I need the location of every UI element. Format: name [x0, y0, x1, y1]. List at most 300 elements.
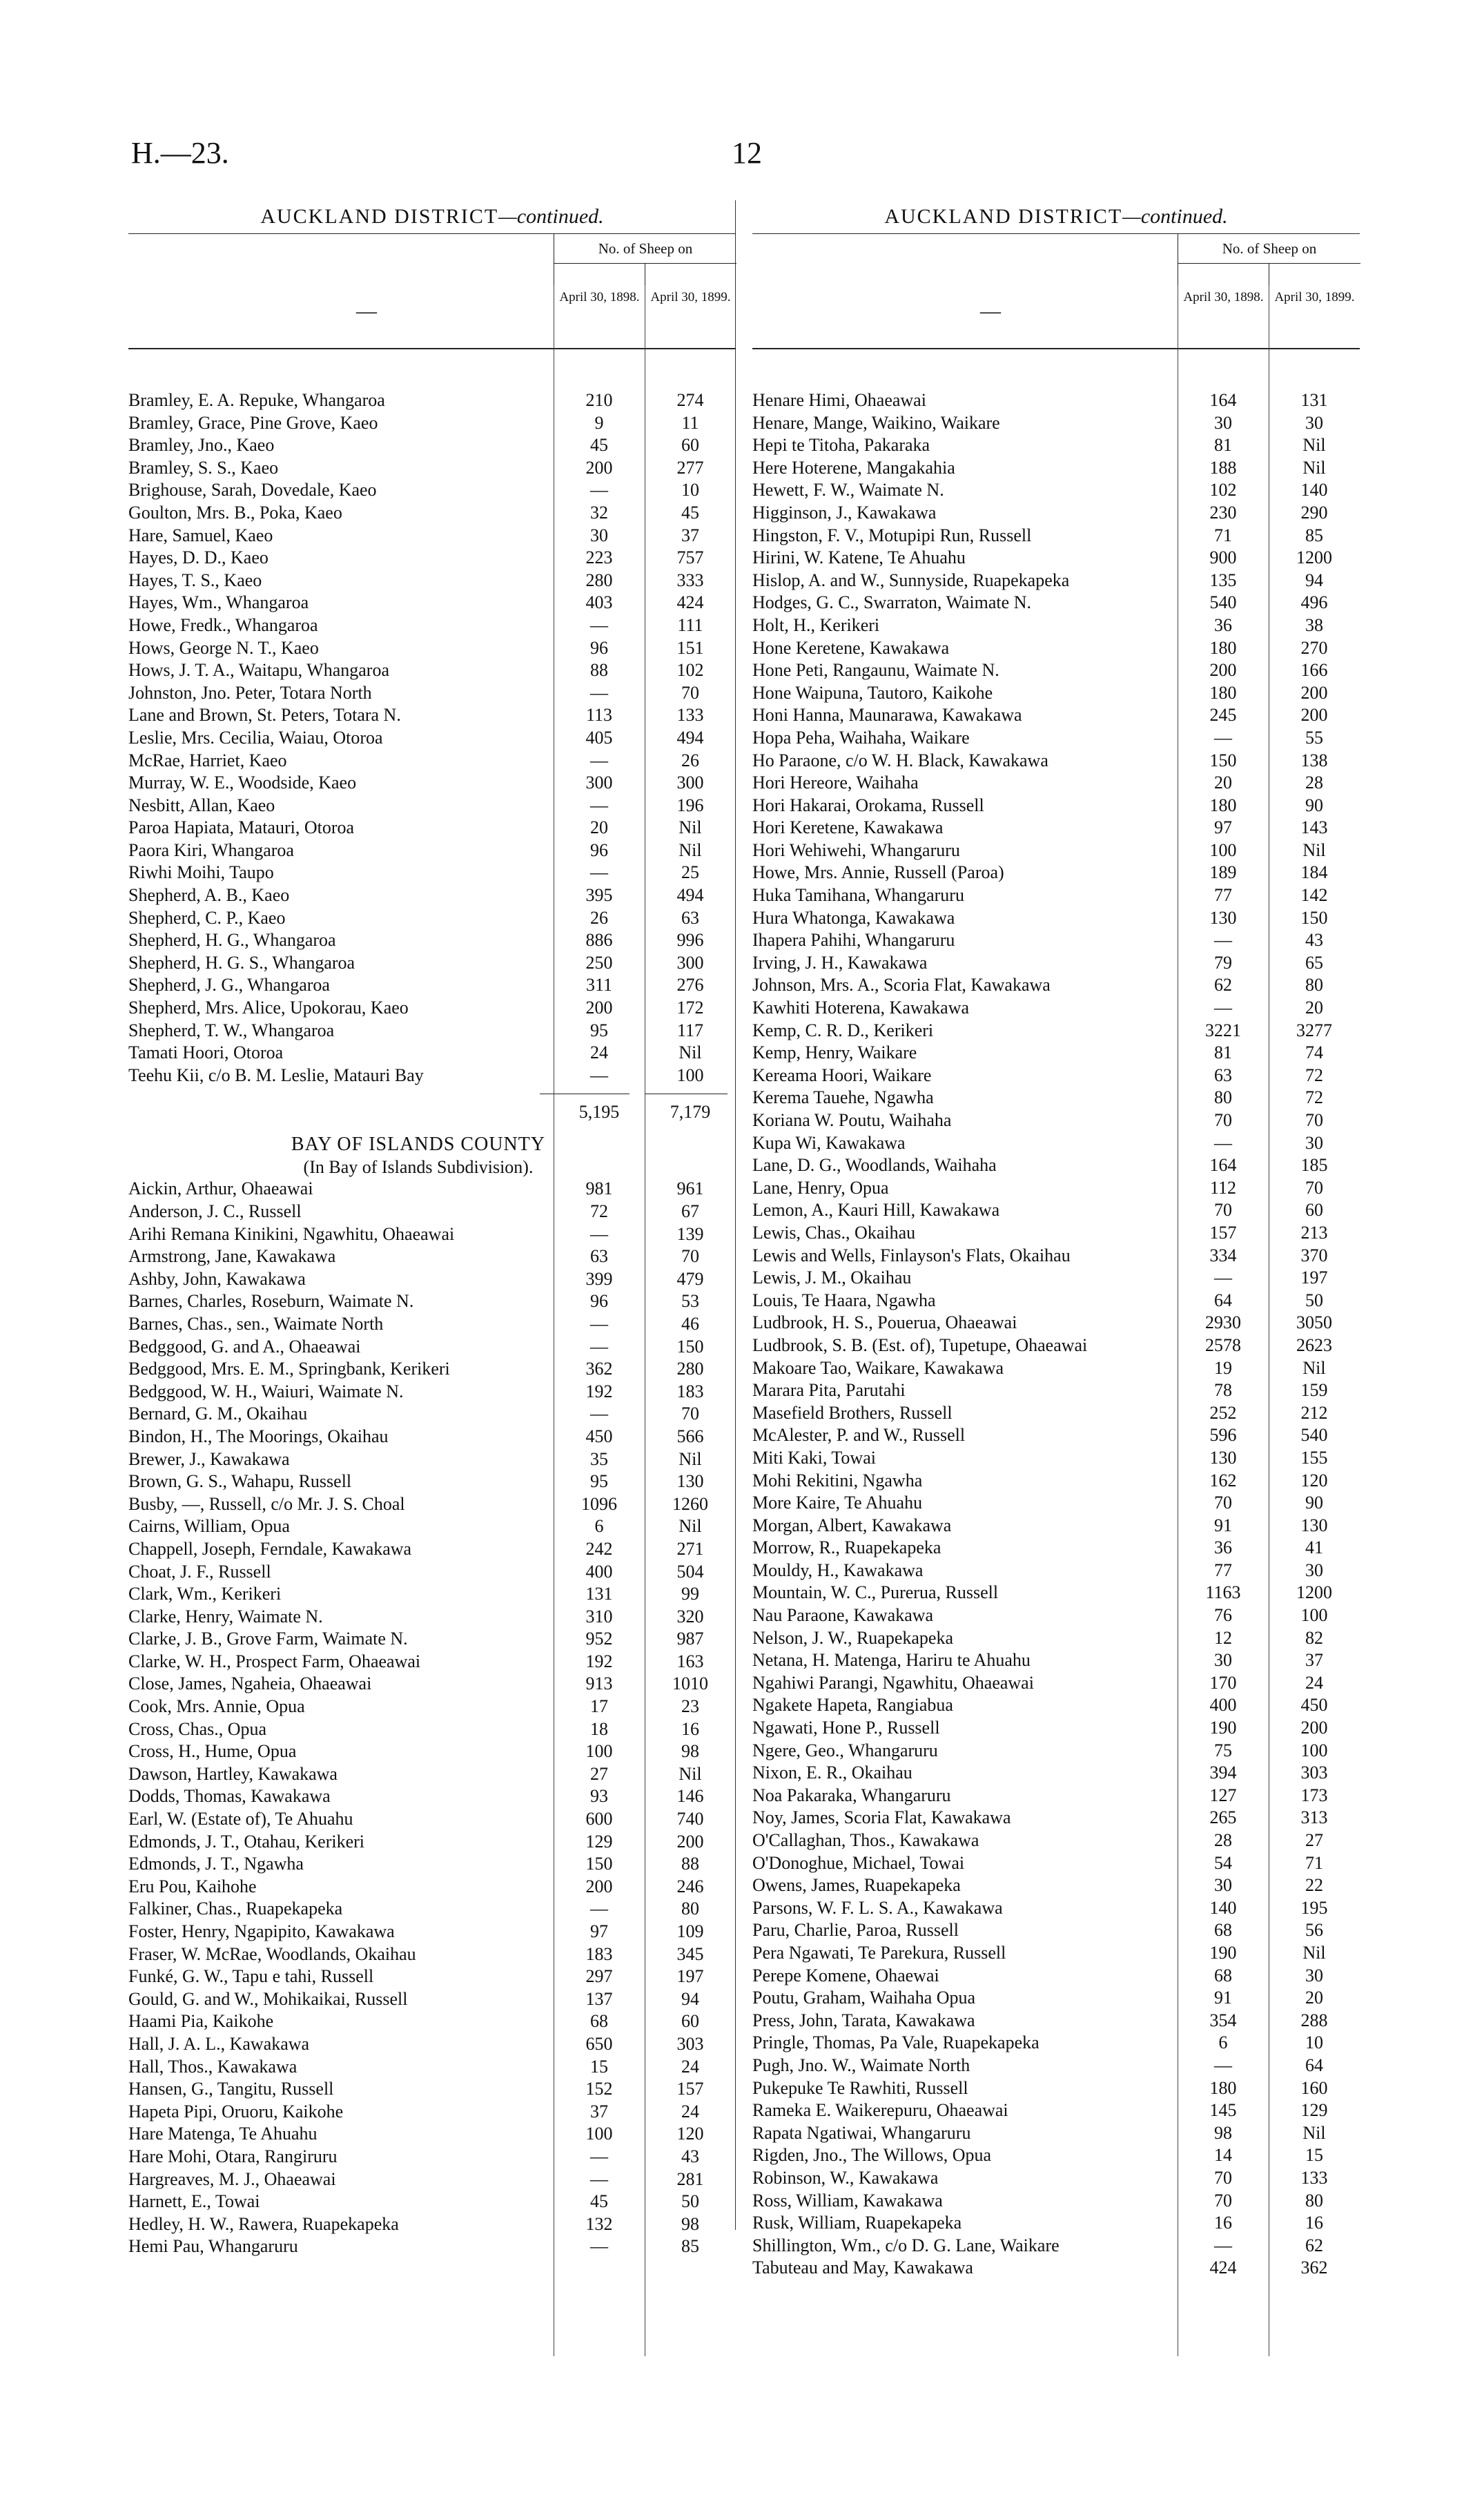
sheep-1899: 213: [1300, 1222, 1328, 1243]
sheep-1898: —: [590, 795, 608, 815]
sheep-1898: 93: [590, 1786, 608, 1807]
sheep-1899: 271: [676, 1538, 704, 1559]
owner-name: Edmonds, J. T., Ngawha: [128, 1854, 304, 1874]
sheep-1898: 200: [585, 457, 613, 478]
sheep-1899: 50: [681, 2191, 699, 2212]
owner-name: Bramley, Grace, Pine Grove, Kaeo: [128, 412, 378, 433]
sheep-1898: —: [590, 750, 608, 770]
table-row: [128, 1381, 736, 1404]
owner-name: Lewis, J. M., Okaihau: [752, 1268, 912, 1288]
sheep-1899: 56: [1305, 1920, 1323, 1941]
sheep-1898: —: [590, 2168, 608, 2189]
sheep-1898: 400: [585, 1561, 613, 1582]
table-row: [752, 592, 1360, 614]
sheep-1899: 159: [1300, 1380, 1328, 1401]
owner-name: Ho Paraone, c/o W. H. Black, Kawakawa: [752, 750, 1048, 770]
owner-name: Rameka E. Waikerepuru, Ohaeawai: [752, 2100, 1008, 2121]
total-1898: 5,195: [578, 1102, 620, 1123]
sheep-1899: 88: [681, 1854, 699, 1874]
table-row: [752, 997, 1360, 1020]
table-row: [128, 704, 736, 727]
owner-name: Kawhiti Hoterena, Kawakawa: [752, 998, 970, 1018]
owner-name: Here Hoterene, Mangakahia: [752, 457, 955, 478]
table-row: [128, 1470, 736, 1493]
sheep-1899: 197: [676, 1966, 704, 1987]
table-row: [128, 547, 736, 570]
sheep-1898: 180: [1209, 682, 1237, 703]
owner-name: Eru Pou, Kaihohe: [128, 1876, 257, 1896]
sheep-1898: 100: [585, 2124, 613, 2144]
sheep-1898: 75: [1214, 1740, 1232, 1760]
owner-name: Bedggood, W. H., Waiuri, Waimate N.: [128, 1381, 404, 1401]
sheep-1899: 133: [676, 705, 704, 726]
sheep-1898: 540: [1209, 592, 1237, 613]
sheep-1898: 70: [1214, 1110, 1232, 1130]
table-row: [128, 1426, 736, 1448]
owner-name: Hargreaves, M. J., Ohaeawai: [128, 2168, 336, 2189]
owner-name: Miti Kaki, Towai: [752, 1447, 876, 1468]
table-row: [752, 1177, 1360, 1200]
sheep-1898: 95: [590, 1020, 608, 1040]
table-row: [128, 502, 736, 525]
owner-name: Hone Waipuna, Tautoro, Kaikohe: [752, 682, 993, 703]
sheep-1898: —: [590, 1336, 608, 1357]
sheep-1898: 131: [585, 1584, 613, 1604]
owner-name: Shepherd, Mrs. Alice, Upokorau, Kaeo: [128, 998, 409, 1018]
sheep-1899: 94: [681, 1988, 699, 2009]
sheep-1899: 37: [1305, 1650, 1323, 1671]
sheep-1898: 63: [1214, 1065, 1232, 1085]
left-district-title: [128, 200, 736, 233]
owner-name: Hori Hakarai, Orokama, Russell: [752, 795, 984, 815]
sheep-1898: 68: [1214, 1920, 1232, 1941]
sheep-1899: 566: [676, 1426, 704, 1446]
owner-name: Falkiner, Chas., Ruapekapeka: [128, 1899, 343, 1919]
owner-name: Hori Keretene, Kawakawa: [752, 817, 944, 838]
sheep-1898: 36: [1214, 1537, 1232, 1558]
owner-name: Nelson, J. W., Ruapekapeka: [752, 1627, 954, 1648]
sheep-1899: 172: [676, 998, 704, 1018]
right-title-suffix: —continued.: [1122, 205, 1228, 228]
right-header-col2: April 30, 1899.: [1269, 263, 1360, 348]
table-row: [128, 2213, 736, 2236]
sheep-1899: Nil: [1302, 1942, 1326, 1963]
table-row: [752, 1424, 1360, 1447]
owner-name: Hows, George N. T., Kaeo: [128, 637, 319, 658]
table-row: [128, 772, 736, 795]
table-row: [128, 1042, 736, 1065]
table-row: [128, 1628, 736, 1651]
sheep-1899: 85: [681, 2236, 699, 2257]
owner-name: Parsons, W. F. L. S. A., Kawakawa: [752, 1897, 1003, 1918]
sheep-1899: Nil: [678, 817, 702, 838]
table-row: [752, 772, 1360, 795]
sheep-1898: 252: [1209, 1402, 1237, 1423]
owner-name: Hedley, H. W., Rawera, Ruapekapeka: [128, 2213, 399, 2234]
sheep-1898: 63: [590, 1246, 608, 1267]
table-row: [128, 2078, 736, 2101]
left-header-col1: April 30, 1898.: [554, 263, 645, 348]
table-row: [752, 1379, 1360, 1402]
sheep-1899: 45: [681, 502, 699, 523]
sheep-1898: 981: [585, 1178, 613, 1199]
table-row: [128, 434, 736, 457]
sheep-1898: 18: [590, 1718, 608, 1739]
owner-name: Morgan, Albert, Kawakawa: [752, 1515, 952, 1535]
table-row: [128, 727, 736, 750]
sheep-1898: 2578: [1205, 1334, 1241, 1355]
table-row: [752, 2077, 1360, 2100]
sheep-1899: 961: [676, 1178, 704, 1199]
left-rows-b: [128, 1178, 736, 2258]
sheep-1898: 80: [1214, 1087, 1232, 1108]
table-row: [752, 974, 1360, 997]
table-row: [128, 1201, 736, 1223]
sheep-1899: 60: [1305, 1200, 1323, 1221]
owner-name: Hura Whatonga, Kawakawa: [752, 907, 955, 928]
sheep-1899: 27: [1305, 1830, 1323, 1850]
owner-name: Hansen, G., Tangitu, Russell: [128, 2079, 334, 2099]
sheep-1898: 132: [585, 2213, 613, 2234]
left-rows-a: [128, 349, 736, 1087]
sheep-1898: 450: [585, 1426, 613, 1446]
sheep-1899: 133: [1300, 2167, 1328, 2188]
right-header-group: No. of Sheep on: [1178, 234, 1360, 264]
owner-name: Shepherd, C. P., Kaeo: [128, 907, 286, 928]
table-row: [752, 1042, 1360, 1065]
owner-name: Paru, Charlie, Paroa, Russell: [752, 1920, 959, 1941]
sheep-1899: 1200: [1296, 547, 1332, 568]
owner-name: Robinson, W., Kawakawa: [752, 2167, 939, 2188]
table-row: [128, 1583, 736, 1606]
table-row: [128, 1245, 736, 1268]
sheep-1899: 63: [681, 907, 699, 928]
left-header-dash: —: [356, 300, 377, 322]
sheep-1899: 320: [676, 1606, 704, 1627]
table-row: [128, 2191, 736, 2213]
sheep-1899: 185: [1300, 1155, 1328, 1176]
sheep-1898: 14: [1214, 2145, 1232, 2166]
sheep-1899: 60: [681, 435, 699, 456]
table-row: [752, 2212, 1360, 2235]
sheep-1898: 3221: [1205, 1020, 1241, 1040]
table-row: [752, 1942, 1360, 1965]
table-row: [752, 547, 1360, 570]
owner-name: Hemi Pau, Whangaruru: [128, 2236, 298, 2257]
sheep-1898: 95: [590, 1471, 608, 1492]
sheep-1899: 20: [1305, 1988, 1323, 2008]
sheep-1898: 32: [590, 502, 608, 523]
left-header-group: No. of Sheep on: [554, 234, 736, 264]
table-row: [752, 952, 1360, 975]
sheep-1898: 15: [590, 2056, 608, 2077]
table-row: [752, 1020, 1360, 1042]
table-row: [128, 929, 736, 952]
owner-name: O'Callaghan, Thos., Kawakawa: [752, 1830, 979, 1850]
sheep-1899: 200: [1300, 1718, 1328, 1738]
sheep-1899: 290: [1300, 502, 1328, 523]
sheep-1899: 140: [1300, 480, 1328, 501]
owner-name: Clarke, J. B., Grove Farm, Waimate N.: [128, 1629, 408, 1649]
owner-name: Arihi Remana Kinikini, Ngawhitu, Ohaeawai: [128, 1223, 455, 1244]
sheep-1898: 334: [1209, 1245, 1237, 1265]
table-row: [128, 1673, 736, 1696]
sheep-1898: 70: [1214, 2167, 1232, 2188]
sheep-1898: —: [590, 480, 608, 501]
sheep-1899: Nil: [1302, 457, 1326, 478]
owner-name: Pringle, Thomas, Pa Vale, Ruapekapeka: [752, 2032, 1039, 2053]
owner-name: Fraser, W. McRae, Woodlands, Okaihau: [128, 1943, 416, 1964]
sheep-1899: 303: [676, 2033, 704, 2054]
sheep-1898: 81: [1214, 1042, 1232, 1063]
sheep-1899: 10: [681, 480, 699, 501]
table-row: [128, 2168, 736, 2191]
sheep-1898: 180: [1209, 795, 1237, 815]
table-row: [128, 1718, 736, 1741]
table-row: [128, 1020, 736, 1042]
sheep-1898: 1163: [1205, 1582, 1241, 1603]
sheep-1898: 223: [585, 547, 613, 568]
owner-name: Paora Kiri, Whangaroa: [128, 839, 294, 860]
table-row: [752, 750, 1360, 773]
table-row: [128, 1988, 736, 2011]
sheep-1899: 90: [1305, 1493, 1323, 1513]
table-row: [752, 457, 1360, 480]
sheep-1898: 596: [1209, 1425, 1237, 1446]
sheep-1899: 196: [676, 795, 704, 815]
sheep-1899: 80: [1305, 975, 1323, 996]
sheep-1898: —: [1214, 1132, 1232, 1153]
sheep-1899: 504: [676, 1561, 704, 1582]
table-row: [752, 1987, 1360, 2010]
sheep-1899: 333: [676, 570, 704, 590]
owner-name: Cook, Mrs. Annie, Opua: [128, 1696, 305, 1717]
left-title-text: AUCKLAND DISTRICT: [260, 205, 499, 228]
owner-name: Pugh, Jno. W., Waimate North: [752, 2055, 970, 2075]
sheep-1899: 70: [1305, 1110, 1323, 1130]
sheep-1899: 494: [676, 727, 704, 748]
table-row: [128, 659, 736, 682]
sheep-1899: 130: [676, 1471, 704, 1492]
table-row: [752, 907, 1360, 930]
table-row: [752, 1222, 1360, 1245]
table-row: [128, 1065, 736, 1087]
owner-name: Choat, J. F., Russell: [128, 1561, 271, 1582]
owner-name: Hare Matenga, Te Ahuahu: [128, 2124, 318, 2144]
owner-name: Goulton, Mrs. B., Poka, Kaeo: [128, 502, 342, 523]
sheep-1899: 55: [1305, 727, 1323, 748]
sheep-1898: 20: [1214, 773, 1232, 793]
table-row: [752, 1897, 1360, 1920]
table-row: [752, 1199, 1360, 1222]
sheep-1899: 150: [1300, 907, 1328, 928]
owner-name: Funké, G. W., Tapu e tahi, Russell: [128, 1966, 374, 1987]
table-row: [752, 1649, 1360, 1672]
sheep-1899: 740: [676, 1809, 704, 1829]
sheep-1898: 403: [585, 592, 613, 613]
sheep-1898: 190: [1209, 1718, 1237, 1738]
owner-name: Clarke, W. H., Prospect Farm, Ohaeawai: [128, 1651, 421, 1671]
owner-name: McAlester, P. and W., Russell: [752, 1425, 966, 1446]
page-number: 12: [732, 136, 762, 170]
sheep-1898: 26: [590, 907, 608, 928]
owner-name: Ludbrook, S. B. (Est. of), Tupetupe, Ohaeawai: [752, 1334, 1088, 1355]
sheep-1899: 129: [1300, 2100, 1328, 2121]
sheep-1898: 6: [1218, 2032, 1228, 2053]
owner-name: Aickin, Arthur, Ohaeawai: [128, 1178, 313, 1199]
sheep-1899: 16: [681, 1718, 699, 1739]
owner-name: Hodges, G. C., Swarraton, Waimate N.: [752, 592, 1031, 613]
table-row: [752, 412, 1360, 435]
table-row: [752, 1852, 1360, 1875]
sheep-1899: Nil: [678, 1448, 702, 1469]
owner-name: Poutu, Graham, Waihaha Opua: [752, 1988, 976, 2008]
owner-name: Hare, Samuel, Kaeo: [128, 525, 273, 545]
sheep-1899: 184: [1300, 862, 1328, 883]
sheep-1898: 130: [1209, 1447, 1237, 1468]
sheep-1899: 300: [676, 773, 704, 793]
sheep-1899: 117: [676, 1020, 704, 1040]
owner-name: Ihapera Pahihi, Whangaruru: [752, 930, 955, 951]
sheep-1898: 150: [585, 1854, 613, 1874]
owner-name: Press, John, Tarata, Kawakawa: [752, 2010, 975, 2030]
table-row: [128, 1943, 736, 1966]
owner-name: Shillington, Wm., c/o D. G. Lane, Waikare: [752, 2235, 1060, 2255]
owner-name: Huka Tamihana, Whangaruru: [752, 885, 964, 906]
section-subtitle: (In Bay of Islands Subdivision).: [303, 1157, 534, 1178]
sheep-1898: 200: [1209, 660, 1237, 681]
sheep-1899: 65: [1305, 952, 1323, 973]
sheep-1899: 15: [1305, 2145, 1323, 2166]
sheep-1898: 97: [1214, 817, 1232, 838]
table-row: [752, 1694, 1360, 1717]
sheep-1898: 70: [1214, 1200, 1232, 1221]
sheep-1899: Nil: [1302, 2122, 1326, 2143]
owner-name: O'Donoghue, Michael, Towai: [752, 1852, 965, 1873]
sheep-1898: 77: [1214, 885, 1232, 906]
sheep-1899: 540: [1300, 1425, 1328, 1446]
sheep-1899: 313: [1300, 1807, 1328, 1828]
table-row: [128, 457, 736, 480]
sheep-1899: Nil: [678, 1516, 702, 1537]
owner-name: Harnett, E., Towai: [128, 2191, 260, 2212]
table-row: [752, 2122, 1360, 2145]
sheep-1899: 43: [681, 2146, 699, 2166]
table-row: [752, 682, 1360, 705]
sheep-1898: 28: [1214, 1830, 1232, 1850]
table-row: [128, 1785, 736, 1808]
table-row: [752, 1965, 1360, 1988]
owner-name: Owens, James, Ruapekapeka: [752, 1875, 961, 1896]
sheep-1899: 109: [676, 1921, 704, 1941]
owner-name: Mountain, W. C., Pureruа, Russell: [752, 1582, 999, 1603]
sheep-1898: 250: [585, 952, 613, 973]
owner-name: Barnes, Charles, Roseburn, Waimate N.: [128, 1291, 414, 1312]
owner-name: Makoare Tao, Waikare, Kawakawa: [752, 1357, 1004, 1378]
sheep-1898: 127: [1209, 1785, 1237, 1805]
sheep-1899: 24: [1305, 1672, 1323, 1693]
sheep-1899: Nil: [1302, 1357, 1326, 1378]
sheep-1899: 20: [1305, 998, 1323, 1018]
sheep-1899: 288: [1300, 2010, 1328, 2030]
owner-name: Ngakete Hapeta, Rangiabua: [752, 1695, 953, 1716]
sheep-1898: 900: [1209, 547, 1237, 568]
table-row: [752, 2167, 1360, 2190]
owner-name: Hori Wehiwehi, Whangaruru: [752, 839, 960, 860]
sheep-1898: 395: [585, 885, 613, 906]
sheep-1898: 280: [585, 570, 613, 590]
table-row: [752, 884, 1360, 907]
sheep-1898: 157: [1209, 1222, 1237, 1243]
table-row: [752, 1807, 1360, 1829]
sheep-1898: 394: [1209, 1763, 1237, 1783]
sheep-1899: 3050: [1296, 1312, 1332, 1333]
sheep-1899: 280: [676, 1359, 704, 1379]
table-row: [752, 525, 1360, 547]
sheep-1898: 100: [1209, 839, 1237, 860]
table-row: [752, 434, 1360, 457]
total-1899: 7,179: [670, 1102, 711, 1123]
owner-name: Hapeta Pipi, Oruoru, Kaikohe: [128, 2101, 344, 2122]
sheep-1898: 152: [585, 2079, 613, 2099]
sheep-1898: 68: [1214, 1965, 1232, 1986]
sheep-1898: 140: [1209, 1897, 1237, 1918]
table-row: [752, 1132, 1360, 1155]
owner-name: Hewett, F. W., Waimate N.: [752, 480, 944, 501]
sheep-1898: 35: [590, 1448, 608, 1469]
table-row: [752, 1785, 1360, 1807]
owner-name: Brown, G. S., Wahapu, Russell: [128, 1471, 352, 1492]
sheep-1899: 46: [681, 1313, 699, 1334]
table-row: [752, 2235, 1360, 2258]
section-title: BAY OF ISLANDS COUNTY: [291, 1134, 546, 1156]
table-row: [128, 1290, 736, 1313]
owner-name: Brighouse, Sarah, Dovedale, Kaeo: [128, 480, 377, 501]
owner-name: Lane and Brown, St. Peters, Totara N.: [128, 705, 401, 726]
sheep-1899: 362: [1300, 2258, 1328, 2278]
sheep-1898: 16: [1214, 2213, 1232, 2233]
sheep-1899: 43: [1305, 930, 1323, 951]
sheep-1898: 886: [585, 930, 613, 951]
owner-name: Noy, James, Scoria Flat, Kawakawa: [752, 1807, 1011, 1828]
sheep-1898: 71: [1214, 525, 1232, 545]
sheep-1899: Nil: [678, 1042, 702, 1063]
owner-name: Hayes, Wm., Whangaroa: [128, 592, 309, 613]
owner-name: Johnson, Mrs. A., Scoria Flat, Kawakawa: [752, 975, 1051, 996]
sheep-1898: 600: [585, 1809, 613, 1829]
owner-name: Bedggood, G. and A., Ohaeawai: [128, 1336, 361, 1357]
table-row: [752, 704, 1360, 727]
sheep-1898: 12: [1214, 1627, 1232, 1648]
sheep-1898: 952: [585, 1629, 613, 1649]
sheep-1899: 25: [681, 862, 699, 883]
sheep-1898: 210: [585, 390, 613, 410]
sheep-1899: 163: [676, 1651, 704, 1671]
owner-name: Brewer, J., Kawakawa: [128, 1448, 290, 1469]
sheep-1898: 19: [1214, 1357, 1232, 1378]
sheep-1899: 197: [1300, 1268, 1328, 1288]
left-column: [128, 200, 736, 2258]
table-row: [128, 1336, 736, 1359]
sheep-1898: 164: [1209, 390, 1237, 410]
owner-name: More Kaire, Te Ahuahu: [752, 1493, 923, 1513]
sheep-1899: 146: [676, 1786, 704, 1807]
sheep-1898: 162: [1209, 1470, 1237, 1491]
sheep-1898: 91: [1214, 1515, 1232, 1535]
sheep-1898: 242: [585, 1538, 613, 1559]
table-row: [752, 2010, 1360, 2032]
owner-name: Kemp, C. R. D., Kerikeri: [752, 1020, 934, 1040]
